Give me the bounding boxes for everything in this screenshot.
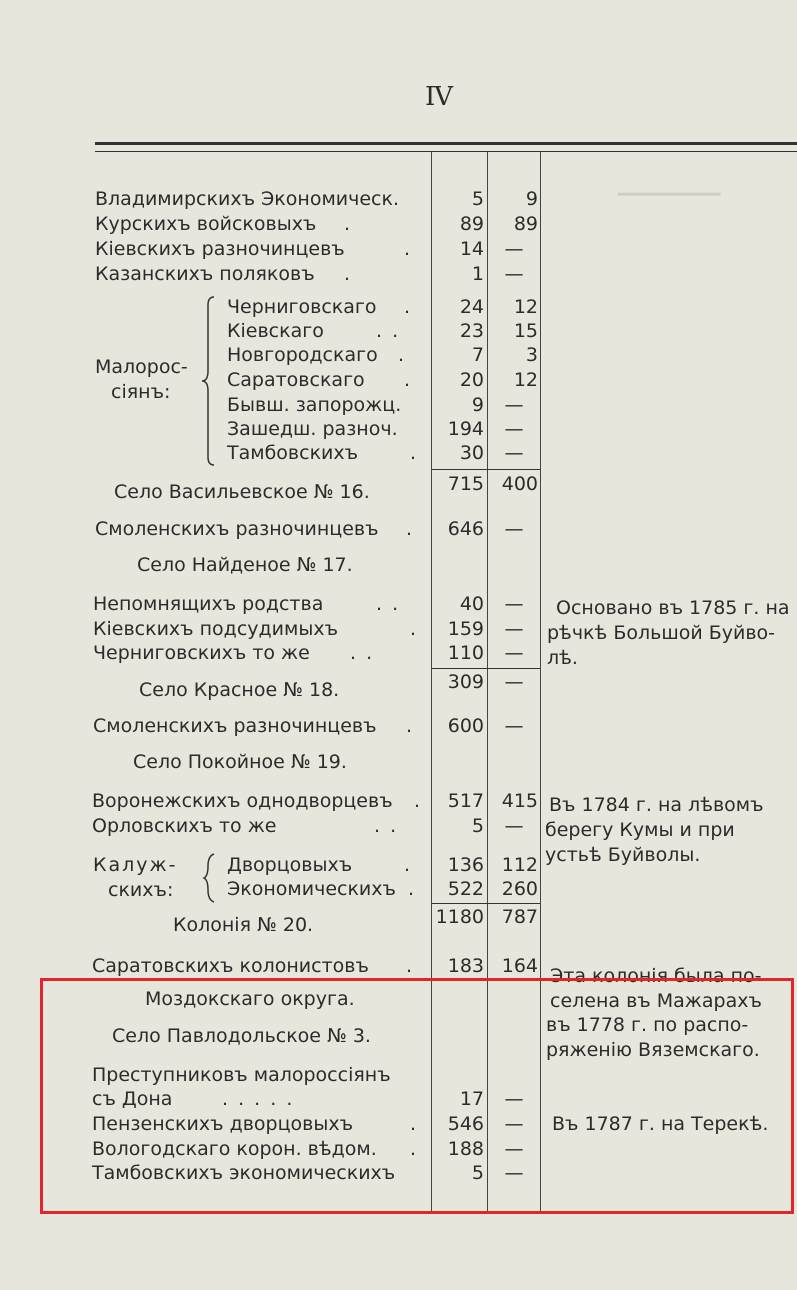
- row-value-b: —: [504, 715, 524, 737]
- total-value-b: —: [504, 671, 524, 693]
- row-value-b: —: [504, 1088, 524, 1110]
- note-line: Эта колонія была по-: [550, 965, 762, 987]
- row-value-b: 415: [501, 790, 538, 812]
- note-line: лѣ.: [547, 647, 578, 669]
- row-dots: . .: [376, 593, 401, 615]
- total-value-b: 787: [501, 906, 538, 928]
- section-title: Село Красное № 18.: [139, 679, 340, 701]
- row-dots: .: [414, 790, 423, 812]
- row-name: Кіевскихъ подсудимыхъ: [93, 618, 338, 640]
- row-name: Преступниковъ малороссіянъ: [92, 1064, 391, 1086]
- row-value-a: 5: [471, 1162, 484, 1184]
- row-value-b: —: [504, 593, 524, 615]
- row-name: Непомнящихъ родства: [93, 593, 324, 615]
- section-title: Село Найденое № 17.: [137, 554, 353, 576]
- row-value-a: 194: [447, 418, 484, 440]
- row-dots: . .: [376, 320, 401, 342]
- row-name: Пензенскихъ дворцовыхъ: [92, 1113, 354, 1135]
- row-value-a: 30: [459, 442, 484, 464]
- row-value-a: 646: [447, 518, 484, 540]
- row-value-b: —: [504, 238, 524, 260]
- row-dots: .: [404, 238, 413, 260]
- row-value-b: 12: [513, 369, 538, 391]
- row-value-b: 112: [501, 854, 538, 876]
- row-value-b: —: [504, 1138, 524, 1160]
- row-value-b: 164: [501, 955, 538, 977]
- group-label: Малорос-: [95, 356, 188, 378]
- row-value-a: 20: [459, 369, 484, 391]
- row-value-a: 24: [459, 296, 484, 318]
- row-value-a: 546: [447, 1113, 484, 1135]
- group-brace: [200, 295, 220, 467]
- bleed-through: ━━━━━━━━━━: [618, 185, 721, 205]
- row-value-a: 14: [459, 238, 484, 260]
- note-line: Въ 1787 г. на Терекѣ.: [552, 1113, 769, 1135]
- row-value-a: 5: [471, 188, 484, 210]
- row-value-b: 260: [501, 878, 538, 900]
- row-value-b: —: [504, 442, 524, 464]
- note-line: въ 1778 г. по распо-: [546, 1014, 749, 1036]
- row-name: Экономическихъ: [227, 878, 396, 900]
- row-name: Орловскихъ то же: [92, 815, 277, 837]
- group-label: сіянъ:: [111, 381, 171, 403]
- district-title: Моздокскаго округа.: [145, 988, 355, 1010]
- row-dots: .: [344, 263, 353, 285]
- sum-rule: [432, 668, 540, 669]
- row-name: Курскихъ войсковыхъ: [95, 213, 317, 235]
- row-name: Казанскихъ поляковъ: [95, 263, 315, 285]
- row-value-a: 23: [459, 320, 484, 342]
- row-value-b: —: [504, 642, 524, 664]
- row-value-a: 522: [447, 878, 484, 900]
- row-dots: .: [398, 344, 407, 366]
- row-dots: . . . . .: [222, 1088, 295, 1110]
- row-name: Бывш. запорожц.: [227, 394, 402, 416]
- row-name: Зашедш. разноч.: [227, 418, 398, 440]
- row-name: Черниговскихъ то же: [93, 642, 310, 664]
- row-name: Кіевскаго: [227, 320, 324, 342]
- row-name: съ Дона: [92, 1088, 173, 1110]
- group-label: скихъ:: [108, 879, 174, 901]
- section-title: Колонія № 20.: [173, 914, 314, 936]
- row-name: Черниговскаго: [227, 296, 377, 318]
- note-line: устьѣ Буйволы.: [545, 844, 701, 866]
- row-value-b: —: [504, 618, 524, 640]
- row-value-a: 5: [471, 815, 484, 837]
- row-dots: .: [404, 296, 413, 318]
- row-dots: . .: [374, 815, 399, 837]
- row-value-a: 9: [471, 394, 484, 416]
- note-line: берегу Кумы и при: [545, 819, 735, 841]
- section-title: Село Васильевское № 16.: [114, 481, 370, 503]
- header-rule-thin: [95, 151, 797, 152]
- row-value-a: 188: [447, 1138, 484, 1160]
- row-value-a: 7: [471, 344, 484, 366]
- row-value-a: 600: [447, 715, 484, 737]
- note-line: Въ 1784 г. на лѣвомъ: [549, 794, 764, 816]
- group-label: Калуж-: [93, 854, 178, 876]
- note-line: селена въ Мажарахъ: [550, 990, 762, 1012]
- row-name: Тамбовскихъ: [227, 442, 359, 464]
- sum-rule: [432, 469, 540, 470]
- row-dots: .: [404, 369, 413, 391]
- row-value-a: 89: [459, 213, 484, 235]
- row-value-a: 517: [447, 790, 484, 812]
- total-value-a: 715: [447, 473, 484, 495]
- note-line: ряженію Вяземскаго.: [546, 1039, 760, 1061]
- row-dots: .: [410, 618, 419, 640]
- page-number: IV: [425, 82, 453, 112]
- row-dots: .: [410, 442, 419, 464]
- row-dots: .: [410, 1138, 419, 1160]
- row-name: Саратовскаго: [227, 369, 365, 391]
- row-value-a: 110: [447, 642, 484, 664]
- row-value-a: 136: [447, 854, 484, 876]
- total-value-a: 1180: [435, 906, 484, 928]
- row-value-b: —: [504, 418, 524, 440]
- row-dots: .: [406, 518, 415, 540]
- row-name: Смоленскихъ разночинцевъ: [93, 715, 377, 737]
- row-name: Дворцовыхъ: [227, 854, 353, 876]
- row-value-b: 12: [513, 296, 538, 318]
- row-value-a: 159: [447, 618, 484, 640]
- row-dots: .: [406, 715, 415, 737]
- row-value-a: 40: [459, 593, 484, 615]
- row-value-b: —: [504, 518, 524, 540]
- row-value-a: 183: [447, 955, 484, 977]
- highlight-box: [40, 978, 794, 1214]
- row-dots: . .: [350, 642, 375, 664]
- note-line: Основано въ 1785 г. на: [556, 597, 790, 619]
- row-name: Вологодскаго корон. вѣдом.: [92, 1138, 377, 1160]
- row-dots: .: [404, 854, 413, 876]
- row-value-b: 9: [525, 188, 538, 210]
- row-value-b: —: [504, 815, 524, 837]
- row-name: Саратовскихъ колонистовъ: [92, 955, 369, 977]
- row-dots: .: [408, 878, 417, 900]
- row-value-b: 3: [525, 344, 538, 366]
- row-value-b: —: [504, 263, 524, 285]
- row-name: Новгородскаго: [227, 344, 378, 366]
- row-value-a: 1: [471, 263, 484, 285]
- row-value-b: —: [504, 394, 524, 416]
- row-value-b: —: [504, 1113, 524, 1135]
- row-name: Тамбовскихъ экономическихъ: [92, 1162, 396, 1184]
- row-dots: .: [344, 213, 353, 235]
- row-name: Владимирскихъ Экономическ.: [95, 188, 399, 210]
- row-dots: .: [410, 1113, 419, 1135]
- row-value-b: 89: [513, 213, 538, 235]
- total-value-a: 309: [447, 671, 484, 693]
- row-value-b: —: [504, 1162, 524, 1184]
- row-name: Кіевскихъ разночинцевъ: [95, 238, 345, 260]
- row-name: Воронежскихъ однодворцевъ: [92, 790, 393, 812]
- total-value-b: 400: [501, 473, 538, 495]
- sum-rule: [432, 903, 540, 904]
- row-name: Смоленскихъ разночинцевъ: [95, 518, 379, 540]
- row-value-b: 15: [513, 320, 538, 342]
- group-brace: [202, 852, 220, 904]
- section-title: Село Павлодольское № 3.: [112, 1025, 371, 1047]
- row-value-a: 17: [459, 1088, 484, 1110]
- note-line: рѣчкѣ Большой Буйво-: [547, 622, 776, 644]
- header-rule-thick: [95, 142, 797, 145]
- row-dots: .: [406, 955, 415, 977]
- section-title: Село Покойное № 19.: [133, 751, 347, 773]
